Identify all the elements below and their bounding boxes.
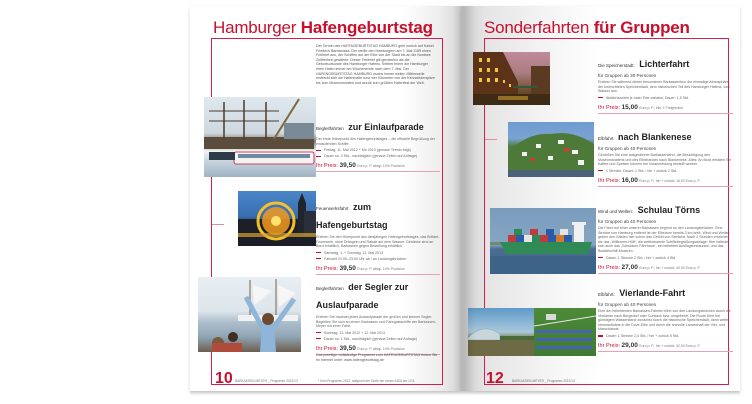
bullet-dash-icon bbox=[316, 156, 321, 157]
bullet-text: Freitag, 11. Mai 2012 + Mo 2013 (genaue Termin folgt) bbox=[324, 148, 411, 153]
section-feuerwerksfahrt bbox=[316, 197, 440, 275]
price-label: Ihr Preis: bbox=[598, 342, 621, 349]
section-body: Die Fahrt auf einer unserer Barkassen beginnt an den Landungsbrücken. Eine Strecke von Hamburg entfernt ist der Elbstrom bereits 3 km breit. Wind und Wellen geben den Gästen hier schon das Gefühl von Seefahrt. Nach 2 Stunden erreichen wir das „Willkomm-Höft“, die weltbekannte Schiffsbegrüßungsanlage. Hier befindet sich auch das „Schulauer Fährhaus“, ein beliebtes Ausflugsrestaurant, und das Buddelschiff-Museum. bbox=[598, 226, 730, 253]
bullet-text: Sonntag, 13. Mai 2012 + 12. Mai 2013 bbox=[324, 330, 386, 335]
frame-tick bbox=[485, 139, 497, 140]
section-blankenese bbox=[598, 127, 733, 187]
section-kicker: Begleitfahrten bbox=[316, 286, 344, 291]
bullet-dash-icon bbox=[598, 170, 603, 171]
container-ship-illustration bbox=[490, 208, 596, 274]
section-bullet bbox=[316, 251, 440, 255]
bullet-dash-icon bbox=[598, 97, 603, 98]
bullet-text: 1 Strecke, Dauer: 1 Std. / hin + zurück 2 Std. bbox=[606, 168, 678, 173]
photo-container-ship bbox=[490, 208, 596, 274]
price-note: Euro p. P., hin + zurück: 32,00 Euro p. P. bbox=[639, 343, 701, 348]
section-body: Eine der beliebtesten Barkassen-Fahrten führt von den Landungsbrücken durch die Vierlande nach Bergedorf oder Curslack bzw. umgekehrt. Die Route führt bei günstigem Wasserstand zunächst durch die historische Speicherstadt, dann weiter stromaufwärts in die Dove-Elbe und durch die reizvolle Landschaft der Vier- und Marschlande. bbox=[598, 309, 731, 332]
section-subtitle: für Gruppen ab 40 Personen bbox=[598, 302, 657, 307]
price-note: Euro p. P. abzgl. 10% Provision bbox=[357, 164, 405, 169]
heading-bold: Hafengeburtstag bbox=[300, 18, 433, 37]
bullet-text: Dauer ca. 3 Std., nachträglich (genaue Zeiten auf Anfrage) bbox=[324, 154, 418, 159]
page-number: 12 bbox=[486, 370, 504, 387]
price-amount: 39,50 bbox=[339, 344, 356, 352]
section-title: zur Einlaufparade bbox=[348, 122, 424, 132]
section-body: Erleben Sie während dieser besonderen Barkassentour die einmalige Atmosphäre der beleuchteten Speicherstadt, dem historischen Teil des Hamburger Hafens, vom Wasser aus. bbox=[598, 80, 731, 94]
section-bullet bbox=[316, 337, 440, 341]
price-label: Ihr Preis: bbox=[316, 265, 339, 272]
folio-meta: BARKASSEN-MEYER _ Programm 2012/13 bbox=[235, 379, 298, 383]
section-auslaufparade bbox=[316, 277, 440, 355]
bullet-dash-icon bbox=[316, 332, 321, 333]
section-title: zum Hafengeburtstag bbox=[316, 202, 388, 230]
section-subtitle: für Gruppen ab 40 Personen bbox=[598, 219, 657, 224]
greenhouse-illustration bbox=[468, 308, 534, 356]
price-label: Ihr Preis: bbox=[316, 345, 339, 352]
section-kicker: Feuerwerksfahrt bbox=[316, 206, 349, 211]
bullet-text: Samstag, 1. + Sonntag, 11. Mai 2013 bbox=[324, 250, 384, 255]
section-schulau bbox=[598, 200, 733, 274]
section-vierlande bbox=[598, 283, 733, 352]
bullet-text: Abfahrtszeiten je nach Tide variabel, Dauer: 1,5 Std. bbox=[606, 95, 690, 100]
intro-paragraph: Der Termin des HAFENGEBURTSTAG HAMBURG geht zurück auf Kaiser Friedrich Barbarossa. Der stellte den Hamburgern am 7. Mai 1189 einen Freibrief aus, der Schiffen auf der Elbe von der Stadt bis an die Nordsee Zollfreiheit gewährte. Dieser Freibrief gilt gemeinhin als die Geburtsurkunde des Hamburger Hafens. Seither feiern die Hamburger ihren Hafen immer am Wochenende nach dem 7. Mai. Der HAFENGEBURTSTAG HAMBURG wuchs immer weiter. Mittlerweile erstreckt sich die Hafenmeile rund vier Kilometer von der Kehrwiederspitze bis zum Museumshafen und wurde zum größten Hafenfest der Welt. bbox=[316, 44, 435, 85]
photo-vierlande-greenhouse bbox=[468, 308, 534, 356]
section-body: Erleben Sie hautnah jedes Auslaufparade der großen und kleinen Segler. Begleiten Sie sich an einem Barkassen und Fahrgastschiffe der Barkassen-Meyer mit einer Fahrt. bbox=[316, 315, 437, 329]
frame-tick bbox=[212, 224, 224, 225]
footnote: * Kein Programm 2012, aufgrund der Taufe der neuen AIDA am 12.5. bbox=[318, 379, 416, 383]
price-amount: 15,00 bbox=[621, 103, 638, 111]
section-einlaufparade bbox=[316, 117, 440, 172]
section-body: Der erste Höhepunkt des Hafengeburtstages – die offizielle Begrüßung der einlaufenden Schiffe. bbox=[316, 137, 435, 146]
price-label: Ihr Preis: bbox=[598, 104, 621, 111]
page-shadow bbox=[190, 391, 740, 395]
bullet-dash-icon bbox=[316, 258, 321, 259]
price-note: Euro p. P. abzgl. 10% Provision bbox=[357, 266, 405, 271]
section-bullet bbox=[316, 257, 440, 261]
price-amount: 39,50 bbox=[339, 162, 356, 170]
price-note: Euro p. P., inkl. 1 Freigetränk bbox=[639, 105, 683, 110]
bullet-text: Dauer ca. 1 Std., nachträglich (genaue Zeiten auf Anfrage) bbox=[324, 336, 418, 341]
tall-ship-illustration bbox=[204, 97, 316, 177]
section-bullet bbox=[316, 154, 440, 158]
heading-light: Sonderfahrten bbox=[484, 18, 590, 37]
bullet-text: Fahrzeit 21:00–23:00 Uhr ab / an Landungsbrücken bbox=[324, 256, 407, 261]
section-bullet bbox=[316, 148, 440, 152]
price-line bbox=[316, 265, 440, 275]
bullet-dash-icon bbox=[598, 335, 603, 336]
price-amount: 29,00 bbox=[621, 341, 638, 349]
section-kicker: Wind und Wellen: bbox=[598, 209, 634, 214]
photo-ferris-wheel-fireworks bbox=[238, 191, 316, 246]
section-lichterfahrt bbox=[598, 54, 733, 114]
heading-bold: für Gruppen bbox=[593, 18, 690, 37]
bullet-dash-icon bbox=[316, 150, 321, 151]
section-bullet bbox=[598, 96, 733, 100]
left-page-heading bbox=[213, 18, 433, 38]
photo-vierlande-flower-field bbox=[534, 308, 596, 356]
section-bullet bbox=[598, 169, 733, 173]
photo-speicherstadt bbox=[473, 52, 550, 105]
section-kicker: Die Speicherstadt: bbox=[598, 63, 635, 68]
photo-waving-crowd bbox=[198, 277, 301, 352]
blankenese-illustration bbox=[508, 122, 594, 177]
price-amount: 16,00 bbox=[621, 176, 638, 184]
section-bullet bbox=[598, 334, 733, 338]
price-label: Ihr Preis: bbox=[316, 163, 339, 170]
section-kicker: Elbfahrt: bbox=[598, 292, 615, 297]
price-line bbox=[598, 177, 733, 187]
section-body: Erleben Sie den Höhepunkt des diesjährigen Hafengeburtstages, das Brillant-Feuerwerk, ohne Drängeln und Rabatt auf dem Wasser. Getränke sind an Bord erhältlich, Barkassen gegen Bestellung erhältlich. bbox=[316, 235, 440, 249]
ferris-wheel-illustration bbox=[238, 191, 316, 246]
price-label: Ihr Preis: bbox=[598, 264, 621, 271]
section-bullet bbox=[316, 331, 440, 335]
heading-light: Hamburger bbox=[213, 18, 297, 37]
section-subtitle: für Gruppen ab 40 Personen bbox=[598, 146, 657, 151]
left-page bbox=[190, 6, 462, 391]
section-title: nach Blankenese bbox=[617, 132, 692, 142]
right-page bbox=[462, 6, 740, 391]
right-page-heading bbox=[484, 18, 690, 38]
bullet-text: Dauer: 1 Strecke 2 Std. / hin + zurück 4 Std. bbox=[606, 255, 677, 260]
price-line bbox=[598, 264, 733, 274]
price-note: Euro p. P. abzgl. 10% Provision bbox=[357, 346, 405, 351]
section-subtitle: für Gruppen ab 30 Personen bbox=[598, 73, 657, 78]
section-title: Vierlande-Fahrt bbox=[619, 288, 686, 298]
speicherstadt-illustration bbox=[473, 52, 550, 105]
section-body: Genießen Sie eine ausgedehnte Barkassenfahrt, die Besichtigung des Museumshafens und des Elbstrandes nach Blankenese. Alles: An Bord erhalten Sie Kaffee und Speisen können bei Voranmeldung bestellt werden. bbox=[598, 153, 732, 167]
section-kicker: Elbfahrt bbox=[598, 136, 614, 141]
spine-shadow bbox=[452, 6, 476, 391]
price-label: Ihr Preis: bbox=[598, 177, 621, 184]
bullet-text: Dauer: 1 Strecke 2,5 Std. / hin + zurück 5 Std. bbox=[606, 333, 680, 338]
price-note: Euro p. P., hin + zurück: 40,00 Euro p. P. bbox=[639, 265, 701, 270]
bullet-dash-icon bbox=[316, 338, 321, 339]
photo-tall-ship bbox=[204, 97, 316, 177]
closing-note: Das jeweilige vollständige Programm zum HAFENGEBURTSTAG finden Sie im Internet unter: www.hafengeburtstag.de bbox=[316, 353, 438, 362]
section-title: Schulau Törns bbox=[637, 205, 701, 215]
brochure-spread bbox=[190, 6, 740, 391]
bullet-dash-icon bbox=[316, 252, 321, 253]
photo-blankenese bbox=[508, 122, 594, 177]
section-bullet bbox=[598, 256, 733, 260]
section-kicker: Begleitfahrten bbox=[316, 126, 344, 131]
price-line bbox=[598, 342, 733, 352]
folio-meta: BARKASSEN-MEYER _ Programm 2012/13 bbox=[512, 379, 575, 383]
price-note: Euro p. P., hin + zurück: 16,00 Euro p. P. bbox=[639, 178, 701, 183]
flower-field-illustration bbox=[534, 308, 596, 356]
price-line bbox=[598, 104, 733, 114]
price-amount: 27,00 bbox=[621, 263, 638, 271]
price-amount: 39,50 bbox=[339, 264, 356, 272]
waving-crowd-illustration bbox=[198, 277, 301, 352]
price-line bbox=[316, 162, 440, 172]
bullet-dash-icon bbox=[598, 257, 603, 258]
section-title: der Segler zur Auslaufparade bbox=[316, 282, 409, 310]
page-number: 10 bbox=[215, 370, 233, 387]
section-title: Lichterfahrt bbox=[639, 59, 690, 69]
